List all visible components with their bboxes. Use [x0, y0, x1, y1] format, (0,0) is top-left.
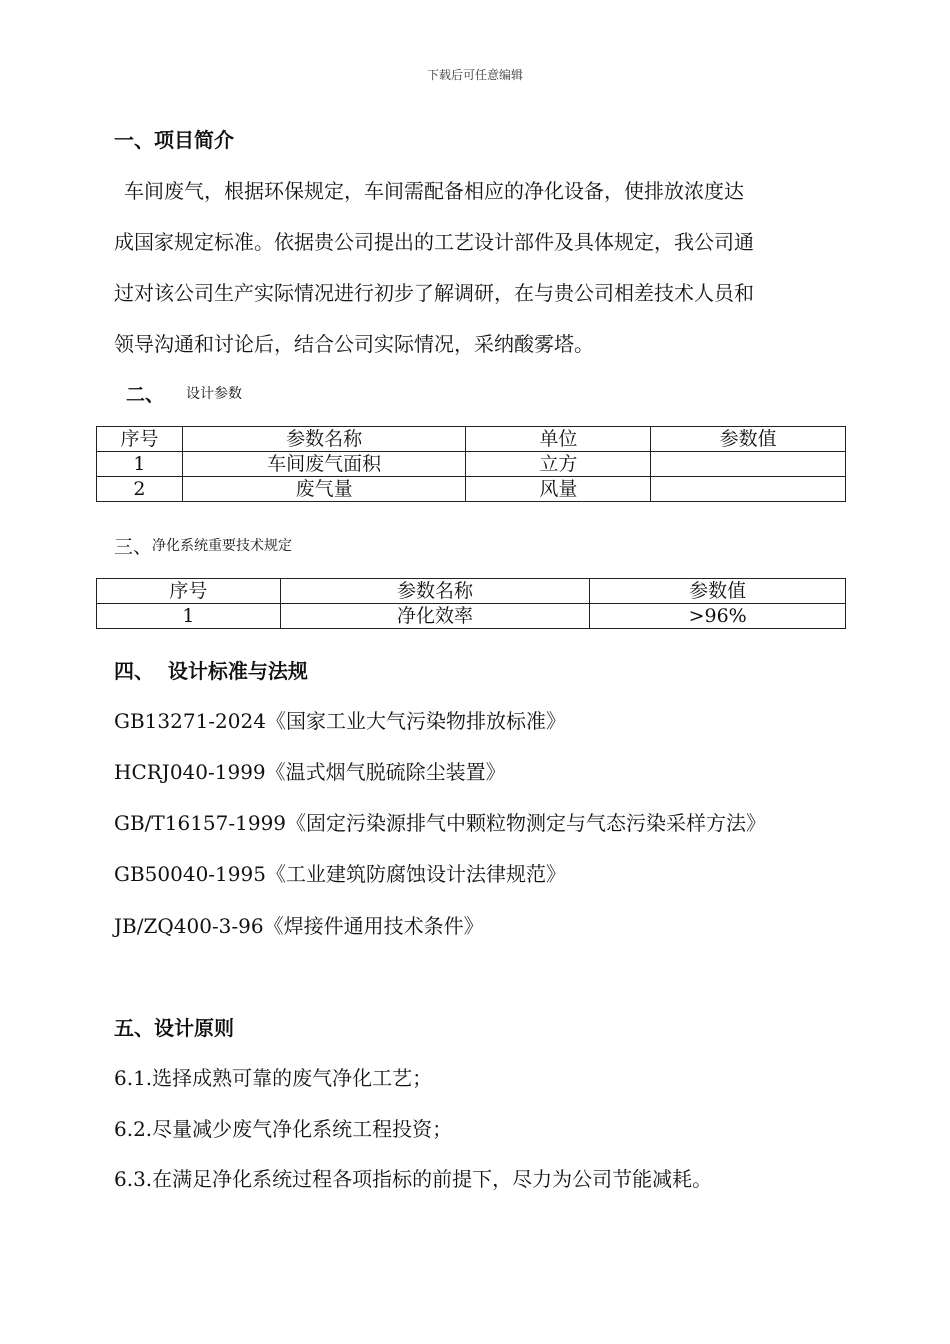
- table-cell: 风量: [466, 477, 651, 502]
- header-cell: 单位: [466, 427, 651, 452]
- header-cell: 参数名称: [182, 427, 466, 452]
- table-row: [97, 604, 846, 629]
- table-cell: >96%: [590, 604, 846, 629]
- section-5-title: 五、设计原则: [114, 1016, 234, 1040]
- standard-item: GB13271-2024《国家工业大气污染物排放标准》: [114, 709, 566, 733]
- paragraph-line: 领导沟通和讨论后，结合公司实际情况，采纳酸雾塔。: [114, 332, 594, 356]
- principle-item: 6.1.选择成熟可靠的废气净化工艺；: [114, 1066, 433, 1090]
- paragraph-line: 过对该公司生产实际情况进行初步了解调研，在与贵公司相差技术人员和: [114, 281, 754, 305]
- page-header: 下载后可任意编辑: [426, 68, 523, 82]
- section-4-title: 四、 设计标准与法规: [114, 659, 308, 683]
- header-cell: 序号: [97, 427, 183, 452]
- principle-item: 6.3.在满足净化系统过程各项指标的前提下，尽力为公司节能减耗。: [114, 1167, 713, 1191]
- standard-item: HCRJ040-1999《温式烟气脱硫除尘装置》: [114, 760, 506, 784]
- table-cell: 1: [97, 604, 281, 629]
- table-row: [97, 477, 846, 502]
- header-cell: 参数名称: [280, 579, 590, 604]
- paragraph-line: 车间废气，根据环保规定，车间需配备相应的净化设备，使排放浓度达: [124, 179, 744, 203]
- table-cell: 2: [97, 477, 183, 502]
- design-params-table: [96, 426, 846, 502]
- table-cell: 1: [97, 452, 183, 477]
- section-3-number: 三、: [114, 536, 153, 558]
- section-1-title: 一、项目简介: [114, 128, 234, 152]
- tech-spec-table: [96, 578, 846, 629]
- header-cell: 序号: [97, 579, 281, 604]
- paragraph-line: 成国家规定标准。依据贵公司提出的工艺设计部件及具体规定，我公司通: [114, 230, 754, 254]
- header-cell: 参数值: [590, 579, 846, 604]
- table-row: [97, 452, 846, 477]
- table-cell: 立方: [466, 452, 651, 477]
- standard-item: GB/T16157-1999《固定污染源排气中颗粒物测定与气态污染采样方法》: [114, 811, 767, 835]
- table-cell: 净化效率: [280, 604, 590, 629]
- table-cell: 车间废气面积: [182, 452, 466, 477]
- table-cell: [651, 477, 846, 502]
- principle-item: 6.2.尽量减少废气净化系统工程投资；: [114, 1117, 453, 1141]
- standard-item: JB/ZQ400-3-96《焊接件通用技术条件》: [114, 914, 484, 938]
- header-cell: 参数值: [651, 427, 846, 452]
- table-cell: 废气量: [182, 477, 466, 502]
- standard-item: GB50040-1995《工业建筑防腐蚀设计法律规范》: [114, 862, 566, 886]
- table-cell: [651, 452, 846, 477]
- section-3-title: 净化系统重要技术规定: [152, 538, 292, 554]
- table-header-row: [97, 427, 846, 452]
- table-header-row: [97, 579, 846, 604]
- section-2-number: 二、: [126, 384, 165, 406]
- section-2-title: 设计参数: [186, 386, 242, 402]
